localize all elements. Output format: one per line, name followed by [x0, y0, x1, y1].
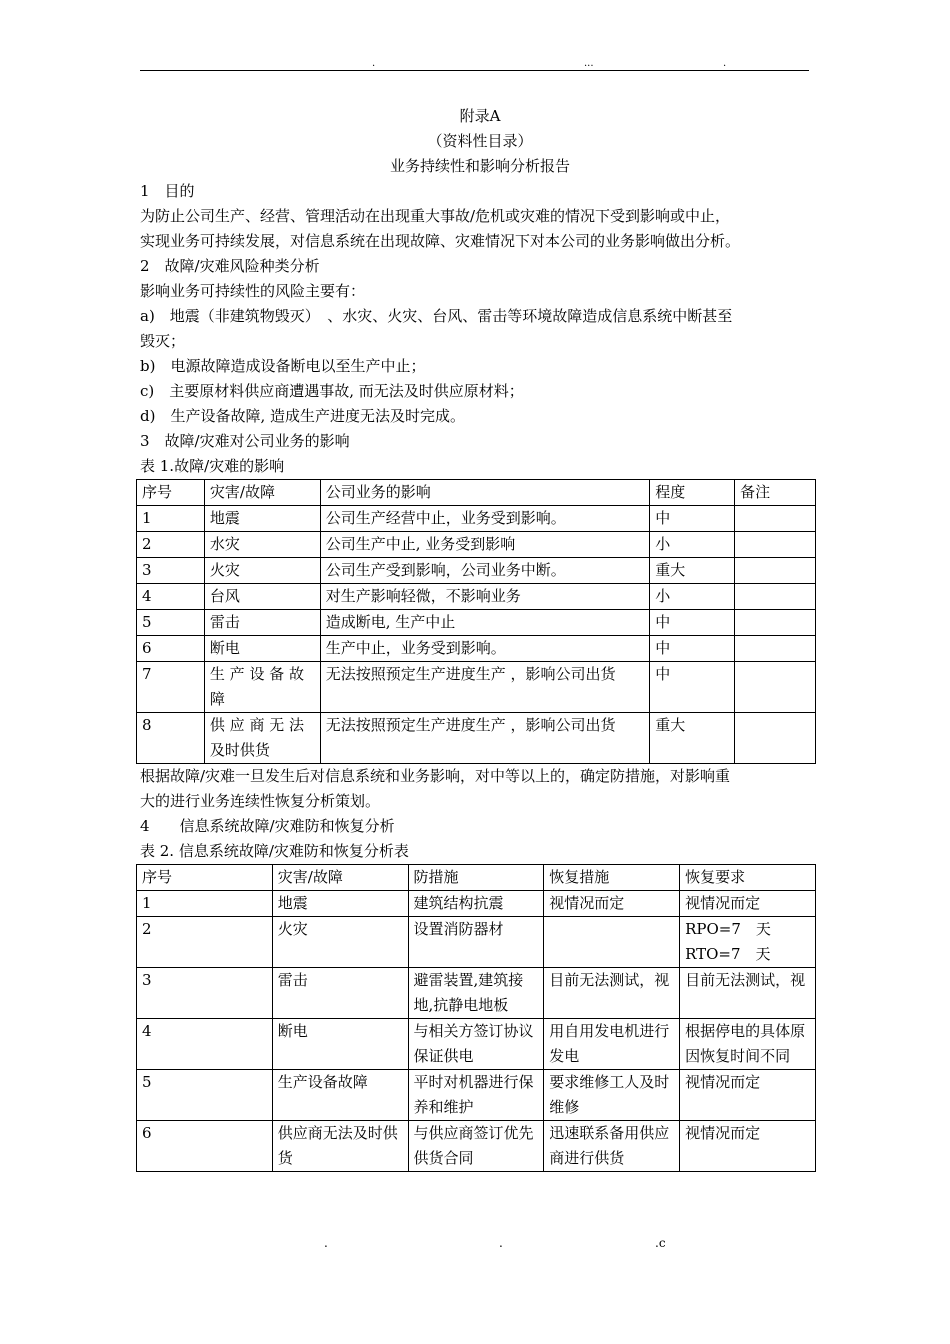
- table-row: [137, 968, 816, 1019]
- section-2-heading: 2 故障/灾难风险种类分析: [140, 257, 320, 275]
- table-cell: [735, 713, 816, 764]
- table-cell: 重大: [650, 558, 735, 584]
- table-cell: 用自用发电机进行发电: [544, 1019, 680, 1070]
- table-row: [137, 1121, 816, 1172]
- table-cell: 2: [137, 532, 205, 558]
- table-cell: 供 应 商 无 法 及时供货: [204, 713, 320, 764]
- table-cell: 生产设备故障: [272, 1070, 408, 1121]
- table-cell: 8: [137, 713, 205, 764]
- table-cell: 设置消防器材: [408, 917, 544, 968]
- table-row: [137, 662, 816, 713]
- table-row: [137, 1019, 816, 1070]
- risk-item-b: b) 电源故障造成设备断电以至生产中止；: [140, 357, 426, 375]
- risk-item-c: c) 主要原材料供应商遭遇事故, 而无法及时供应原材料；: [140, 382, 524, 400]
- header-rule: [140, 70, 809, 71]
- table-cell: 地震: [272, 891, 408, 917]
- table-cell: 火灾: [272, 917, 408, 968]
- section-2-intro: 影响业务可持续性的风险主要有：: [140, 282, 366, 300]
- risk-item-d: d) 生产设备故障, 造成生产进度无法及时完成。: [140, 407, 465, 425]
- table-cell: 视情况而定: [680, 1121, 816, 1172]
- table-cell: 生 产 设 备 故障: [204, 662, 320, 713]
- table-cell: 雷击: [204, 610, 320, 636]
- table-cell: 5: [137, 1070, 273, 1121]
- table-cell: [735, 662, 816, 713]
- impact-table: [136, 479, 816, 764]
- table-cell: 2: [137, 917, 273, 968]
- appendix-subtitle: （资料性目录）: [427, 132, 533, 150]
- table-cell: 地震: [204, 506, 320, 532]
- section-4-heading: 4 信息系统故障/灾难防和恢复分析: [140, 817, 395, 835]
- table-cell: 根据停电的具体原因恢复时间不同: [680, 1019, 816, 1070]
- report-title: 业务持续性和影响分析报告: [389, 157, 570, 175]
- table-cell: 要求维修工人及时维修: [544, 1070, 680, 1121]
- table-cell: [735, 558, 816, 584]
- table-2-caption: 表 2. 信息系统故障/灾难防和恢复分析表: [140, 842, 409, 860]
- analysis-text-line-1: 根据故障/灾难一旦发生后对信息系统和业务影响，对中等以上的，确定防措施，对影响重: [140, 767, 731, 785]
- header-cell: 恢复要求: [680, 865, 816, 891]
- table-cell: 视情况而定: [544, 891, 680, 917]
- table-cell: 中: [650, 636, 735, 662]
- table-cell: 4: [137, 584, 205, 610]
- table-row: [137, 558, 816, 584]
- table-cell: 小: [650, 532, 735, 558]
- table-cell: [735, 584, 816, 610]
- table-cell: 避雷装置,建筑接地,抗静电地板: [408, 968, 544, 1019]
- table-cell: 7: [137, 662, 205, 713]
- table-cell: 5: [137, 610, 205, 636]
- table-header-row: [137, 865, 816, 891]
- header-cell: 程度: [650, 480, 735, 506]
- header-dot-2: ...: [584, 58, 594, 69]
- table-cell: 1: [137, 891, 273, 917]
- table-cell: 台风: [204, 584, 320, 610]
- table-row: [137, 610, 816, 636]
- table-cell: [735, 610, 816, 636]
- table-cell: 生产中止，业务受到影响。: [320, 636, 649, 662]
- header-cell: 序号: [137, 865, 273, 891]
- table-cell: 火灾: [204, 558, 320, 584]
- header-dot-3: .: [723, 58, 727, 69]
- table-cell: 对生产影响轻微，不影响业务: [320, 584, 649, 610]
- header-cell: 灾害/故障: [204, 480, 320, 506]
- table-cell: [735, 506, 816, 532]
- table-header-row: [137, 480, 816, 506]
- risk-item-a-line-1: a) 地震（非建筑物毁灭） 、水灾、火灾、台风、雷击等环境故障造成信息系统中断甚至: [140, 307, 733, 325]
- header-cell: 灾害/故障: [272, 865, 408, 891]
- section-1-heading: 1 目的: [140, 182, 195, 200]
- table-cell: 1: [137, 506, 205, 532]
- table-cell: 3: [137, 968, 273, 1019]
- footer-dot-2: .: [499, 1236, 503, 1250]
- table-cell: 中: [650, 610, 735, 636]
- table-cell: 供应商无法及时供货: [272, 1121, 408, 1172]
- table-cell: [735, 636, 816, 662]
- header-cell: 恢复措施: [544, 865, 680, 891]
- table-row: [137, 1070, 816, 1121]
- table-row: [137, 713, 816, 764]
- table-cell: 与相关方签订协议保证供电: [408, 1019, 544, 1070]
- table-cell: 公司生产中止, 业务受到影响: [320, 532, 649, 558]
- section-1-text-line-1: 为防止公司生产、经营、管理活动在出现重大事故/危机或灾难的情况下受到影响或中止，: [140, 207, 731, 225]
- table-row: [137, 506, 816, 532]
- recovery-table: [136, 864, 816, 1172]
- table-cell: 4: [137, 1019, 273, 1070]
- table-cell: 无法按照预定生产进度生产 ，影响公司出货: [320, 713, 649, 764]
- table-row: [137, 891, 816, 917]
- header-cell: 公司业务的影响: [320, 480, 649, 506]
- table-cell: 建筑结构抗震: [408, 891, 544, 917]
- table-cell: 中: [650, 662, 735, 713]
- table-row: [137, 917, 816, 968]
- header-dot-1: .: [372, 58, 376, 69]
- appendix-title: 附录A: [459, 107, 501, 125]
- footer-dot-3: .c: [655, 1236, 666, 1250]
- table-cell: 小: [650, 584, 735, 610]
- table-cell: 6: [137, 636, 205, 662]
- table-row: [137, 584, 816, 610]
- table-cell: 断电: [204, 636, 320, 662]
- table-cell: 目前无法测试，视: [680, 968, 816, 1019]
- table-cell: 雷击: [272, 968, 408, 1019]
- analysis-text-line-2: 大的进行业务连续性恢复分析策划。: [140, 792, 381, 810]
- table-cell: 视情况而定: [680, 1070, 816, 1121]
- header-cell: 序号: [137, 480, 205, 506]
- table-cell: 水灾: [204, 532, 320, 558]
- table-row: [137, 532, 816, 558]
- table-1-caption: 表 1.故障/灾难的影响: [140, 457, 285, 475]
- section-3-heading: 3 故障/灾难对公司业务的影响: [140, 432, 350, 450]
- document-body: [140, 104, 820, 1172]
- table-cell: 目前无法测试，视: [544, 968, 680, 1019]
- section-1-text-line-2: 实现业务可持续发展，对信息系统在出现故障、灾难情况下对本公司的业务影响做出分析。: [140, 232, 741, 250]
- table-cell: 3: [137, 558, 205, 584]
- table-cell: 公司生产受到影响，公司业务中断。: [320, 558, 649, 584]
- table-cell: 造成断电, 生产中止: [320, 610, 649, 636]
- table-cell: RPO=7 天 RTO=7 天: [680, 917, 816, 968]
- table-cell: 断电: [272, 1019, 408, 1070]
- table-cell: 6: [137, 1121, 273, 1172]
- table-cell: 无法按照预定生产进度生产 ，影响公司出货: [320, 662, 649, 713]
- table-cell: 公司生产经营中止，业务受到影响。: [320, 506, 649, 532]
- table-cell: 平时对机器进行保养和维护: [408, 1070, 544, 1121]
- table-row: [137, 636, 816, 662]
- footer-dot-1: .: [324, 1236, 328, 1250]
- header-cell: 备注: [735, 480, 816, 506]
- table-cell: 视情况而定: [680, 891, 816, 917]
- table-cell: 与供应商签订优先供货合同: [408, 1121, 544, 1172]
- table-cell: 迅速联系备用供应商进行供货: [544, 1121, 680, 1172]
- risk-item-a-line-2: 毁灭；: [140, 332, 186, 350]
- table-cell: 重大: [650, 713, 735, 764]
- table-cell: 中: [650, 506, 735, 532]
- header-cell: 防措施: [408, 865, 544, 891]
- table-cell: [735, 532, 816, 558]
- table-cell: [544, 917, 680, 968]
